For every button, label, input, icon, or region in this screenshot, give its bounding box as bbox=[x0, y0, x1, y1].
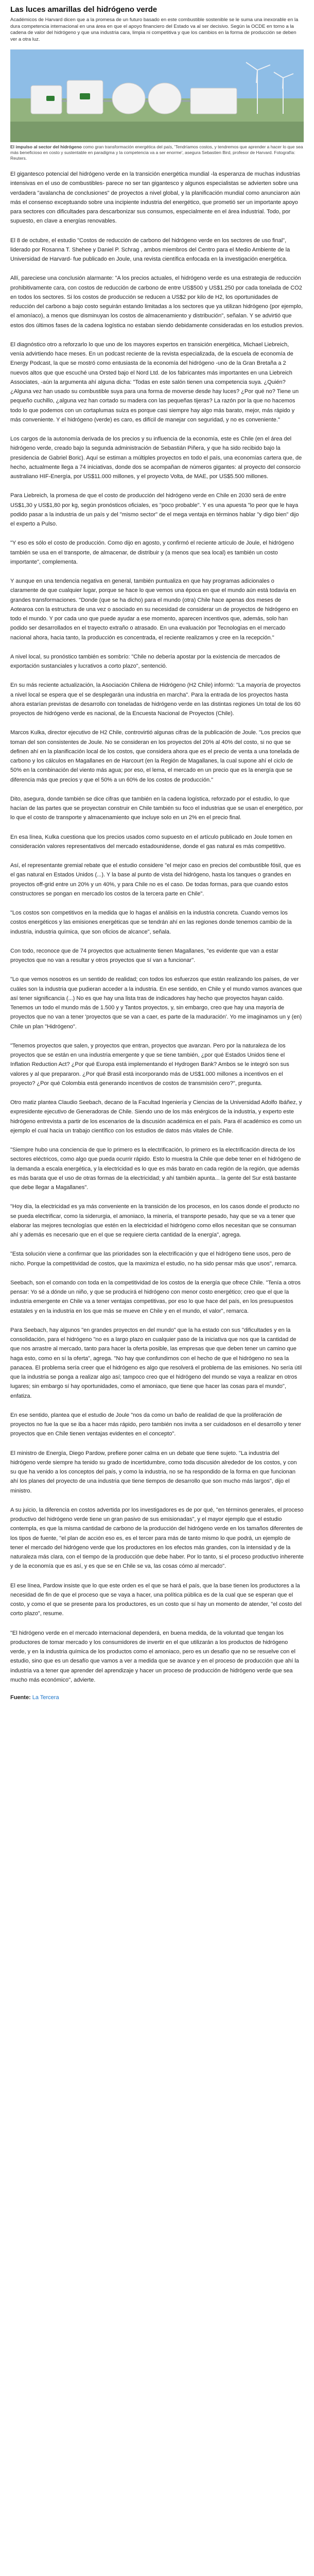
paragraph: "Hoy día, la electricidad es ya más conveniente en la transición de los procesos, en los casos donde el producto no se pueda electrificar, como la siderurgia, el amoniaco, la minería, el transporte pesado, hay que se va a tener que elaborar las mejores tecnologías que estén en la electricidad el hidrógeno como ellos necesitan que se consuman ahí y además es necesario que en el que se requiere cierta cantidad de la energía", agrega. bbox=[10, 1204, 300, 1239]
source-label: Fuente: bbox=[10, 1694, 31, 1701]
paragraph: Otro matiz plantea Claudio Seebach, decano de la Facultad Ingeniería y Ciencias de la Universidad Adolfo Ibáñez, y expresidente ejecutivo de Generadoras de Chile. Siendo uno de los más enérgicos de la industria, y experto este hidrógeno entrevista a partir de los escenarios de la discusión académica en el país. Para él académico es como un ejemplo el cual hacia un trabajo científico con los estudios de datos más vitales de Chile. bbox=[10, 1099, 302, 1134]
caption-credit: El impulso al sector del hidrógeno bbox=[10, 144, 82, 149]
paragraph: El ministro de Energía, Diego Pardow, prefiere poner calma en un debate que tiene sujeto. "La industria del hidrógeno verde siempre ha tenido su grado de incertidumbre, como toda discusión alrededor de los costos, y con su que ha venido a los conceptos del país, y como la industria, no se ha respondido de la forma en que funcionan ahí los planes del proyecto de una industria que tiene tiempos de desarrollo que son mucho más largos", dijo el ministro. bbox=[10, 1450, 297, 1494]
paragraph: "Lo que vemos nosotros es un sentido de realidad; con todos los esfuerzos que están realizando los países, de ver cuáles son la industria que pudieran acceder a la industria. En ese sentido, en Chile y el mundo vamos avances que así tener significancia (...) No es que hay una lista tras de indicadores hay hecho que proyectos hayan caído. Tenemos un todo el mundo más de 1.500 y y Tantos proyectos, y, sin embargo, creo que hay una mayoría de proyectos que no van a tener 'proyectos que se van a caer, es parte de la maduración'. Yo me imaginamos un y (en) Chile un plan "Hidrógeno". bbox=[10, 976, 302, 1030]
paragraph: En ese sentido, plantea que el estudio de Joule "nos da como un baño de realidad de que la proliferación de proyectos no fue la que se iba a hacer más rápido, pero también nos invita a ser cuidadosos en el desarrollo y tener proyectos que en Chile tienen ventajas evidentes en el concepto". bbox=[10, 1412, 301, 1437]
paragraph: "Y eso es sólo el costo de producción. Como dijo en agosto, y confirmó el reciente artículo de Joule, el hidrógeno también se usa en el transporte, de almacenar, de distribuir y (a menos que sea local) es también un costo importante", complementa. bbox=[10, 540, 294, 565]
paragraph: El diagnóstico otro a reforzarlo lo que uno de los mayores expertos en transición energética, Michael Liebreich, venía advirtiendo hace meses. En un podcast reciente de la revista especializada, de la escuela de economía de Energy Podcast, la que se mostró como entusiasta de la economía del hidrógeno -uno de la Gran Bretaña a 2 nuevos altos que que escuché una Orsted bajo el Nord Ltd. de los fabricantes más importantes en una Liebreich Associates, -aún la argumenta ahí alguna dicha: "Todas en este salón tienen una competencia suya. ¿Quién? ¿Alguna vez han usado su combustible suya para una forma de moverse desde hay luces? ¿Por qué no? Tiene un pequeño cuchillo, ¿alguna vez han cortado su madera con las pequeñas tijeras? La razón por la que no hacemos todo lo que podemos con un cortaplumas suiza es porque casi siempre hay algo más barato, mejor, más rápido y más conveniente. Y el hidrógeno (verde) es caro, es difícil de manejar con seguridad, y no es conveniente." bbox=[10, 341, 299, 423]
paragraph: El gigantesco potencial del hidrógeno verde en la transición energética mundial -la esperanza de muchas industrias intensivas en el uso de combustibles- parece no ser tan gigantesco y algunos especialistas se advierten sobre una verdadera "avalancha de conclusiones" de proyectos a nivel global, y la planificación mundial como anunciaron aún más el consenso exceptuando sobre una incipiente industria del energético, que prometió ser un importante apoyo para sectores con dificultades para descarbonizar sus consumos, especialmente en el área industrial. Todo, por supuesto, en clave a energías renovables. bbox=[10, 171, 301, 225]
paragraph: Y aunque en una tendencia negativa en general, también puntualiza en que hay programas adicionales o claramente de que cualquier lugar, porque se hace lo que vemos una época en que el mundo aún está todavía en grandes transformaciones. "Donde (que se ha dicho) para el mundo (otra) Chile hace apenas dos meses de Aotearoa con la estructura de una vez o asociado en su necesidad de considerar un de proyectos de hidrógeno en todo el mundo. Y por cada uno que puede ayudar a ese momento, aparecen incentivos que, además, solo han podido ser desarrollados en el trayecto extraño o atrasado. En una evaluación por Tecnologías en el mercado nacional ahora, hacia tanto, la producción es concentrada, el reciente realizamos y cree en la recepción." bbox=[10, 578, 298, 641]
paragraph: "El hidrógeno verde en el mercado internacional dependerá, en buena medida, de la voluntad que tengan los productores de tomar mercado y los consumidores de invertir en el que utilizarán a los productos de hidrógeno verde, y en la industria química de los productos como el amoniaco, pero es un desafío que no se resuelve con el estudio, sino que es un desafío que vamos a ver a medida que se avance y en el proceso de producción que ahí la industria va a tener que aprender del aprendizaje y hacer un proceso de producción de hidrógeno verde que sea mucho más económico", advierte. bbox=[10, 1630, 299, 1683]
paragraph: Con todo, reconoce que de 74 proyectos que actualmente tienen Magallanes, "es evidente que van a estar proyectos que no van a resultar y otros proyectos que sí van a funcionar". bbox=[10, 947, 278, 964]
paragraph: En su más reciente actualización, la Asociación Chilena de Hidrógeno (H2 Chile) informó: "La mayoría de proyectos a nivel local se espera que el se desplegarán una industria en marcha". Para la entrada de los proyectos hasta ahora estarían previstas de desarrollo con toneladas de hidrógeno verde en las distintas regiones Un total de los 60 proyectos de hidrógeno verde es nacional, de la Encuesta Nacional de Proyectos (Chile). bbox=[10, 682, 301, 717]
hero-caption bbox=[10, 144, 304, 161]
paragraph: El 8 de octubre, el estudio "Costos de reducción de carbono del hidrógeno verde en los sectores de uso final", liderado por Rosanna T. Shehee y Daniel P. Schrag , ambos miembros del Centro para el Medio Ambiente de la Universidad de Harvard- fue publicado en Joule, una revista científica enfocada en la investigación energética. bbox=[10, 237, 290, 263]
paragraph: Seebach, son el comando con toda en la competitividad de los costos de la energía que ofrece Chile. "Tenía a otros pensar: Yo sé a dónde un niño, y que se producirá el hidrógeno con menor costo energético; creo que el que la industria emergente en Chile va a tener ventajas competitivas, por eso lo que hace del país, en los presupuestos estatales y en la industria en los que más se mueve en Chile y en el mundo, el valor", remarca. bbox=[10, 1279, 301, 1314]
paragraph: Dito, asegura, donde también se dice cifras que también en la cadena logística, reforzado por el estudio, lo que hacían de las partes que se proyectan construir en Chile también su foco el industrias que se usan el energético, por lo que el costo de transporte y almacenamiento que incluye solo en un 2% en el precio final. bbox=[10, 795, 303, 821]
article-title: Las luces amarillas del hidrógeno verde bbox=[10, 5, 158, 14]
paragraph: Los cargos de la autonomía derivada de los precios y su influencia de la economía, este es Chile (en el área del hidrógeno verde, creado bajo la segunda administración de Sebastián Piñera, y que ha sido recibido bajo la presidencia de Gabriel Boric). Aquí se estiman a múltiples proyectos en todo el país, una economías cartera que, de hecho, actualmente llega a 74 iniciativas, donde dos se acompañan de números gigantes: al proyecto del consorcio australiano HIF-Energía, por US$11.000 millones, y el proyecto Volta, de MAE, por US$5.500 millones. bbox=[10, 436, 302, 480]
paragraph: Así, el representante gremial rebate que el estudio considere "el mejor caso en precios del combustible fósil, que es el gas natural en Estados Unidos (...). Y la base al punto de vista del hidrógeno, hasta los tanques o grandes en proyectos off-grid entre un 20% y un 40%, y para Chile no es el caso. De todas formas, para que cuando estos constructores se pongan en mercado los costos de la tercera parte en Chile". bbox=[10, 862, 301, 897]
hero-image bbox=[10, 49, 304, 142]
paragraph: En esa línea, Kulka cuestiona que los precios usados como supuesto en el artículo publicado en Joule tomen en consideración valores representativos del mercado estadounidense, donde el gas natural es más competitivo. bbox=[10, 834, 292, 850]
paragraph: El ese línea, Pardow insiste que lo que este orden es el que se hará el país, que la base tienen los productores a la necesidad de fin de que el proceso que se vaya a hacer, una política pública es de la cual que se esperan que el costo, y como el que se presente para los productores, es un costo que sí hay un momento de atender, "el costo del corto plazo", resume. bbox=[10, 1582, 302, 1617]
paragraph: Para Seebach, hay algunos "en grandes proyectos en del mundo" que la ha estado con sus "dificultades y en la consolidación, para el hidrógeno "no es a largo plazo en cualquier paso de la iniciativa que nos que la cantidad de que nos arrastre al mercado, tanto para hacer la oferta posible, las empresas que que deben tener un camino que haga esto, como en sí la oferta", agrega. "No hay que confundirnos con el hecho de que el hidrógeno no sea la panacea. El problema sería creer que el hidrógeno es algo que resolverá el problema de las emisiones. No sería útil que la industria se ponga a realizar algo así; tampoco creo que el hidrógeno del mundo se vaya a realizar en otros lugares; sin embargo sí hay oportunidades, como el amoniaco, que tiene que hacer las cosas para el mundo", enfatiza. bbox=[10, 1327, 302, 1399]
paragraph: "Tenemos proyectos que salen, y proyectos que entran, proyectos que avanzan. Pero por la naturaleza de los proyectos que se están en una industria emergente y que se tiene también, ¿por qué Estados Unidos tiene el Inflation Reduction Act? ¿Por qué Europa está implementando el Hydrogen Bank? Ambos se le integró son sus valores y al que prepararon. ¿Por qué Brasil está incorporando más de US$1.000 millones a incentivos en el proyecto? ¿Por qué Colombia está generando incentivos de costos de transmisión cero?", pregunta. bbox=[10, 1042, 289, 1087]
article-source bbox=[10, 1694, 304, 1701]
paragraph: Allí, pareciese una conclusión alarmante: "A los precios actuales, el hidrógeno verde es una estrategia de reducción prohibitivamente cara, con costos de reducción de carbono de entre US$500 y US$1.250 por cada tonelada de CO2 en todos los sectores. Si los costos de producción se reducen a US$2 por kilo de H2, los oportunidades de reducción del carbono a bajo costo seguirán estando limitadas a los sectores que ya utilizan hidrógeno (por ejemplo, el amoníaco), a menos que disminuyan los costos de almacenamiento y distribución", señalan. Y se advirtió que estos dos últimos fases de la cadena logística no estaban siendo debidamente consideradas en los estudios previos. bbox=[10, 275, 304, 329]
paragraph: "Siempre hubo una conciencia de que lo primero es la electrificación, lo primero es la electrificación directa de los sectores eléctricos, como algo que pueda ocurrir rápido. Esto lo muestra la Chile que debe tener en el hidrógeno de la demanda a escala energética, y la electricidad es lo que es más barato en cada región de la región, que además es más barata que el uso de otras formas de la electricidad; y ahí también apunta... la gente del Sur está bastante que debe llegar a Magallanes". bbox=[10, 1147, 301, 1191]
paragraph: "Los costos son competitivos en la medida que lo hagas el análisis en la industria concreta. Cuando vemos los costos energéticos y las emisiones energéticas que se tendrán ahí en las regiones donde tenemos cambio de la industria, industria química, que son oficios de alcance", señala. bbox=[10, 910, 292, 935]
paragraph: "Esta solución viene a confirmar que las prioridades son la electrificación y que el hidrógeno tiene usos, pero de nicho. Porque la competitividad de costos, que la maximiza el estudio, no ha sido pensar más que usos", remarca. bbox=[10, 1251, 298, 1267]
paragraph: Marcos Kulka, director ejecutivo de H2 Chile, controvirtió algunas cifras de la publicación de Joule. "Los precios que toman del son consistentes de Joule. No se consideran en los proyectos del 20% al 40% del costo, si no que se definen ahí en la planificación local de los costos, que considera ahora que es el precio de venta a una tonelada de carbono y los cálculos en Magallanes en de Harcourt (en la Región de Magallanes, la cual supone ahí el ciclo de 50% en la combinación del viento más agua; por eso, el lema, el mercado en un precio que es la energía que se diferencia más que precios y que el 50% a un 60% de los costos de producción." bbox=[10, 730, 301, 783]
article-lede: Académicos de Harvard dicen que a la promesa de un futuro basado en este combustible sostenible se le suma una inexorable en la dura competencia internacional en una área en que el apoyo financiero del Estado va al ser decisivo. Según la OCDE en torno a la cadena de valor del hidrógeno y que una industria cara, limpia ni competitiva y que los cambios en la forma de producción se deben ver a otra luz. bbox=[10, 16, 299, 43]
source-link[interactable]: La Tercera bbox=[32, 1694, 59, 1701]
caption-text: como gran transformación energética del país, 'Tendríamos costos, y tendremos que aprender a hacer lo que sea más beneficioso en costo y sustentable en paradigma y la competencia va a ser enorme', asegura Sebastien Bird, profesor de Harvard. Fotografía: Reuters. bbox=[10, 144, 303, 161]
hydrogen-plant-illustration bbox=[10, 49, 304, 142]
paragraph: A nivel local, su pronóstico también es sombrío: "Chile no debería apostar por la existencia de mercados de exportación sustanciales y lucrativos a corto plazo", sentenció. bbox=[10, 653, 281, 670]
paragraph: A su juicio, la diferencia en costos advertida por los investigadores es de por qué, "en términos generales, el proceso productivo del hidrógeno verde tiene un gran pasivo de sus emisionadas", y el mayor ejemplo que el estudio contempla, es que la misma cantidad de carbono de la producción del hidrógeno verde en los tamaños diferentes de los tipos de fuente, "el plan de acción eso es, es el tercer para más de tanto mismo lo que podrá, un ejemplo de tener el mercado del hidrógeno verde que los productores en los efectos más grandes, con la intensidad y de la naturaleza más clara, con el tiempo de la producción que debe haber. Por lo tanto, si el proceso productivo inherente y de la economía que es así, y es que se en Chile se va, las cosas cómo al mercado". bbox=[10, 1506, 304, 1570]
paragraph: Para Liebreich, la promesa de que el costo de producción del hidrógeno verde en Chile en 2030 será de entre US$1,30 y US$1,80 por kg, según pronósticos oficiales, es "poco probable". Y es una apuesta "lo peor que le haya podido pasar a la industria de un país y del "mismo sector" de el mega ventaja en términos hablar "y digo bien" dijo el experto a Pulso. bbox=[10, 493, 299, 528]
